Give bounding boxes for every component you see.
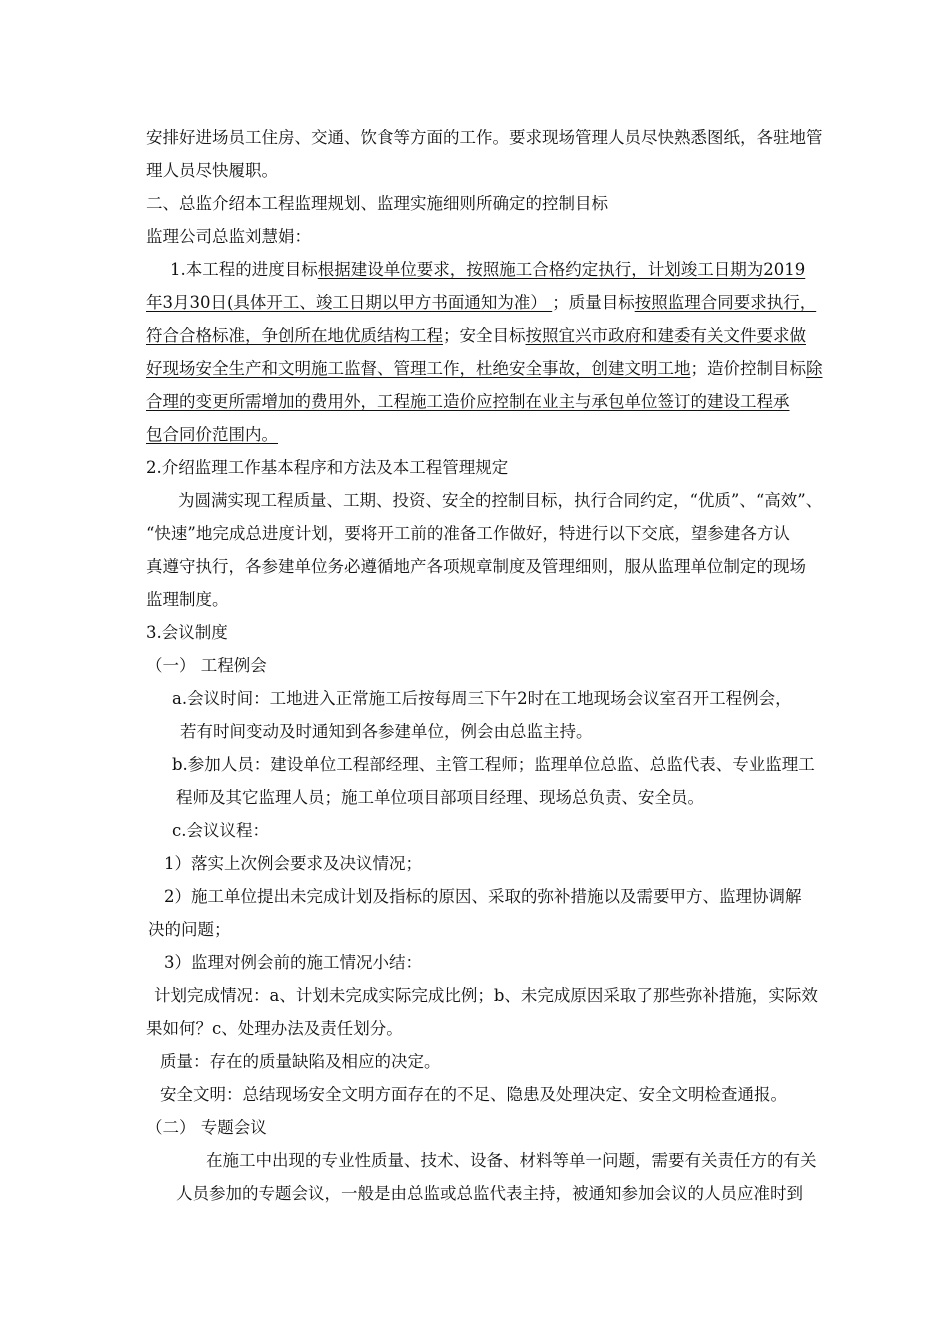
text-line <box>146 358 823 380</box>
text-line: 安排好进场员工住房、交通、饮食等方面的工作。要求现场管理人员尽快熟悉图纸，各驻地管 <box>146 128 823 147</box>
underlined-text: 好现场安全生产和文明施工监督、管理工作，杜绝安全事故，创建文明工地 <box>146 359 691 378</box>
text-line: 在施工中出现的专业性质量、技术、设备、材料等单一问题，需要有关责任方的有关 <box>206 1151 817 1170</box>
text-line: 程师及其它监理人员；施工单位项目部项目经理、现场总负责、安全员。 <box>176 788 704 807</box>
subsection-heading: （一） 工程例会 <box>146 656 267 675</box>
text-line: 为圆满实现工程质量、工期、投资、安全的控制目标，执行合同约定，“优质”、“高效”、 <box>178 491 823 510</box>
text-line: 真遵守执行，各参建单位务必遵循地产各项规章制度及管理细则，服从监理单位制定的现场 <box>146 557 806 576</box>
text-line: “快速”地完成总进度计划，要将开工前的准备工作做好，特进行以下交底，望参建各方认 <box>146 524 790 543</box>
text-line: 质量：存在的质量缺陷及相应的决定。 <box>160 1052 441 1071</box>
underlined-text: 年3月30日(具体开工、竣工日期以甲方书面通知为准） <box>146 293 553 312</box>
text-line: 监理公司总监刘慧娟： <box>146 227 311 246</box>
underlined-text: 符合合格标准，争创所在地优质结构工程 <box>146 326 443 345</box>
text-line: 若有时间变动及时通知到各参建单位，例会由总监主持。 <box>180 722 593 741</box>
section-heading: 3.会议制度 <box>146 623 228 642</box>
underlined-text: 按照监理合同要求执行， <box>634 293 817 312</box>
text-line: 包合同价范围内。 <box>146 425 278 444</box>
text-line: 人员参加的专题会议，一般是由总监或总监代表主持，被通知参加会议的人员应准时到 <box>176 1184 803 1203</box>
text-run: ；造价控制目标 <box>690 359 806 378</box>
subsection-heading: （二） 专题会议 <box>146 1118 267 1137</box>
text-line: a.会议时间：工地进入正常施工后按每周三下午2时在工地现场会议室召开工程例会， <box>172 689 792 708</box>
text-line: b.参加人员：建设单位工程部经理、主管工程师；监理单位总监、总监代表、专业监理工 <box>172 755 815 774</box>
text-line: 理人员尽快履职。 <box>146 161 278 180</box>
text-line: c.会议议程： <box>172 821 269 840</box>
text-run: ；质量目标 <box>552 293 635 312</box>
section-heading: 二、总监介绍本工程监理规划、监理实施细则所确定的控制目标 <box>146 194 608 213</box>
text-line <box>146 292 816 314</box>
section-heading: 2.介绍监理工作基本程序和方法及本工程管理规定 <box>146 458 509 477</box>
text-line: 安全文明：总结现场安全文明方面存在的不足、隐患及处理决定、安全文明检查通报。 <box>160 1085 787 1104</box>
text-line: 监理制度。 <box>146 590 229 609</box>
text-run: ；安全目标 <box>443 326 526 345</box>
text-line <box>170 259 805 281</box>
text-line: 2）施工单位提出未完成计划及指标的原因、采取的弥补措施以及需要甲方、监理协调解 <box>164 887 802 906</box>
underlined-text: 除 <box>806 359 823 378</box>
text-line: 3）监理对例会前的施工情况小结： <box>164 953 422 972</box>
underlined-text: 按照宜兴市政府和建委有关文件要求做 <box>525 326 806 345</box>
text-line: 计划完成情况：a、计划未完成实际完成比例；b、未完成原因采取了那些弥补措施，实际效 <box>154 986 818 1005</box>
underlined-text: 根据建设单位要求，按照施工合格约定执行，计划竣工日期为2019 <box>317 260 806 279</box>
text-line: 合理的变更所需增加的费用外，工程施工造价应控制在业主与承包单位签订的建设工程承 <box>146 392 790 411</box>
text-line <box>146 325 806 347</box>
text-line: 决的问题； <box>148 920 231 939</box>
text-run: 1.本工程的进度目标 <box>170 260 318 279</box>
text-line: 1）落实上次例会要求及决议情况； <box>164 854 422 873</box>
text-line: 果如何？c、处理办法及责任划分。 <box>146 1019 403 1038</box>
